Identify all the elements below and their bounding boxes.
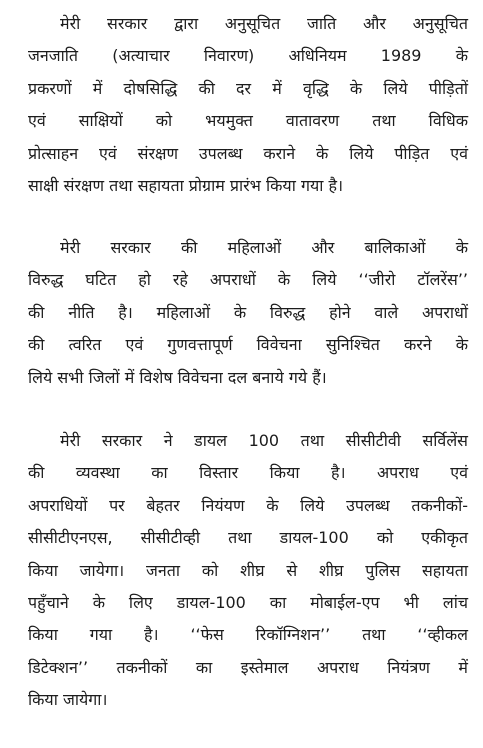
text-line: सीसीटीएनएस, सीसीटीव्ही तथा डायल-100 को एकीकृत (28, 528, 468, 548)
text-line: किया जायेगा। जनता को शीघ्र से शीघ्र पुलिस सहायता (28, 560, 468, 580)
paragraph-dial-100 (28, 425, 468, 717)
text-line: डिटेक्शन’’ तकनीकों का इस्तेमाल अपराध नियंत्रण में (28, 657, 468, 677)
text-line: किया जायेगा। (28, 690, 108, 710)
text-line: जनजाति (अत्याचार निवारण) अधिनियम 1989 के (28, 46, 468, 66)
text-line: प्रोत्साहन एवं संरक्षण उपलब्ध कराने के लिये पीड़ित एवं (28, 143, 468, 163)
text-line: की व्यवस्था का विस्तार किया है। अपराध एवं (28, 463, 468, 483)
text-line: अपराधियों पर बेहतर नियंयण के लिये उपलब्ध तकनीकों- (28, 495, 468, 515)
text-line: किया गया है। ‘‘फेस रिकॉग्निशन’’ तथा ‘‘व्हीकल (28, 625, 468, 645)
text-line: की नीति है। महिलाओं के विरुद्ध होने वाले अपराधों (28, 302, 468, 322)
text-line: एवं साक्षियों को भयमुक्त वातावरण तथा विधिक (28, 111, 468, 131)
paragraph-sc-st-protection (28, 8, 468, 202)
text-line: की त्वरित एवं गुणवत्तापूर्ण विवेचना सुनिश्चित करने के (28, 335, 468, 355)
text-line: पहुँचाने के लिए डायल-100 का मोबाईल-एप भी लांच (28, 592, 468, 612)
text-line: साक्षी संरक्षण तथा सहायता प्रोग्राम प्रारंभ किया गया है। (28, 175, 344, 195)
text-line: मेरी सरकार ने डायल 100 तथा सीसीटीवी सर्विलेंस (60, 431, 468, 450)
text-line: लिये सभी जिलों में विशेष विवेचना दल बनाये गये हैं। (28, 367, 327, 387)
text-line: विरुद्ध घटित हो रहे अपराधों के लिये ‘‘जीरो टॉलरेंस’’ (28, 270, 468, 290)
paragraph-women-safety (28, 232, 468, 394)
text-line: मेरी सरकार द्वारा अनुसूचित जाति और अनुसूचित (60, 14, 468, 33)
text-line: प्रकरणों में दोषसिद्धि की दर में वृद्धि के लिये पीड़ितों (28, 78, 468, 98)
text-line: मेरी सरकार की महिलाओं और बालिकाओं के (60, 238, 468, 257)
